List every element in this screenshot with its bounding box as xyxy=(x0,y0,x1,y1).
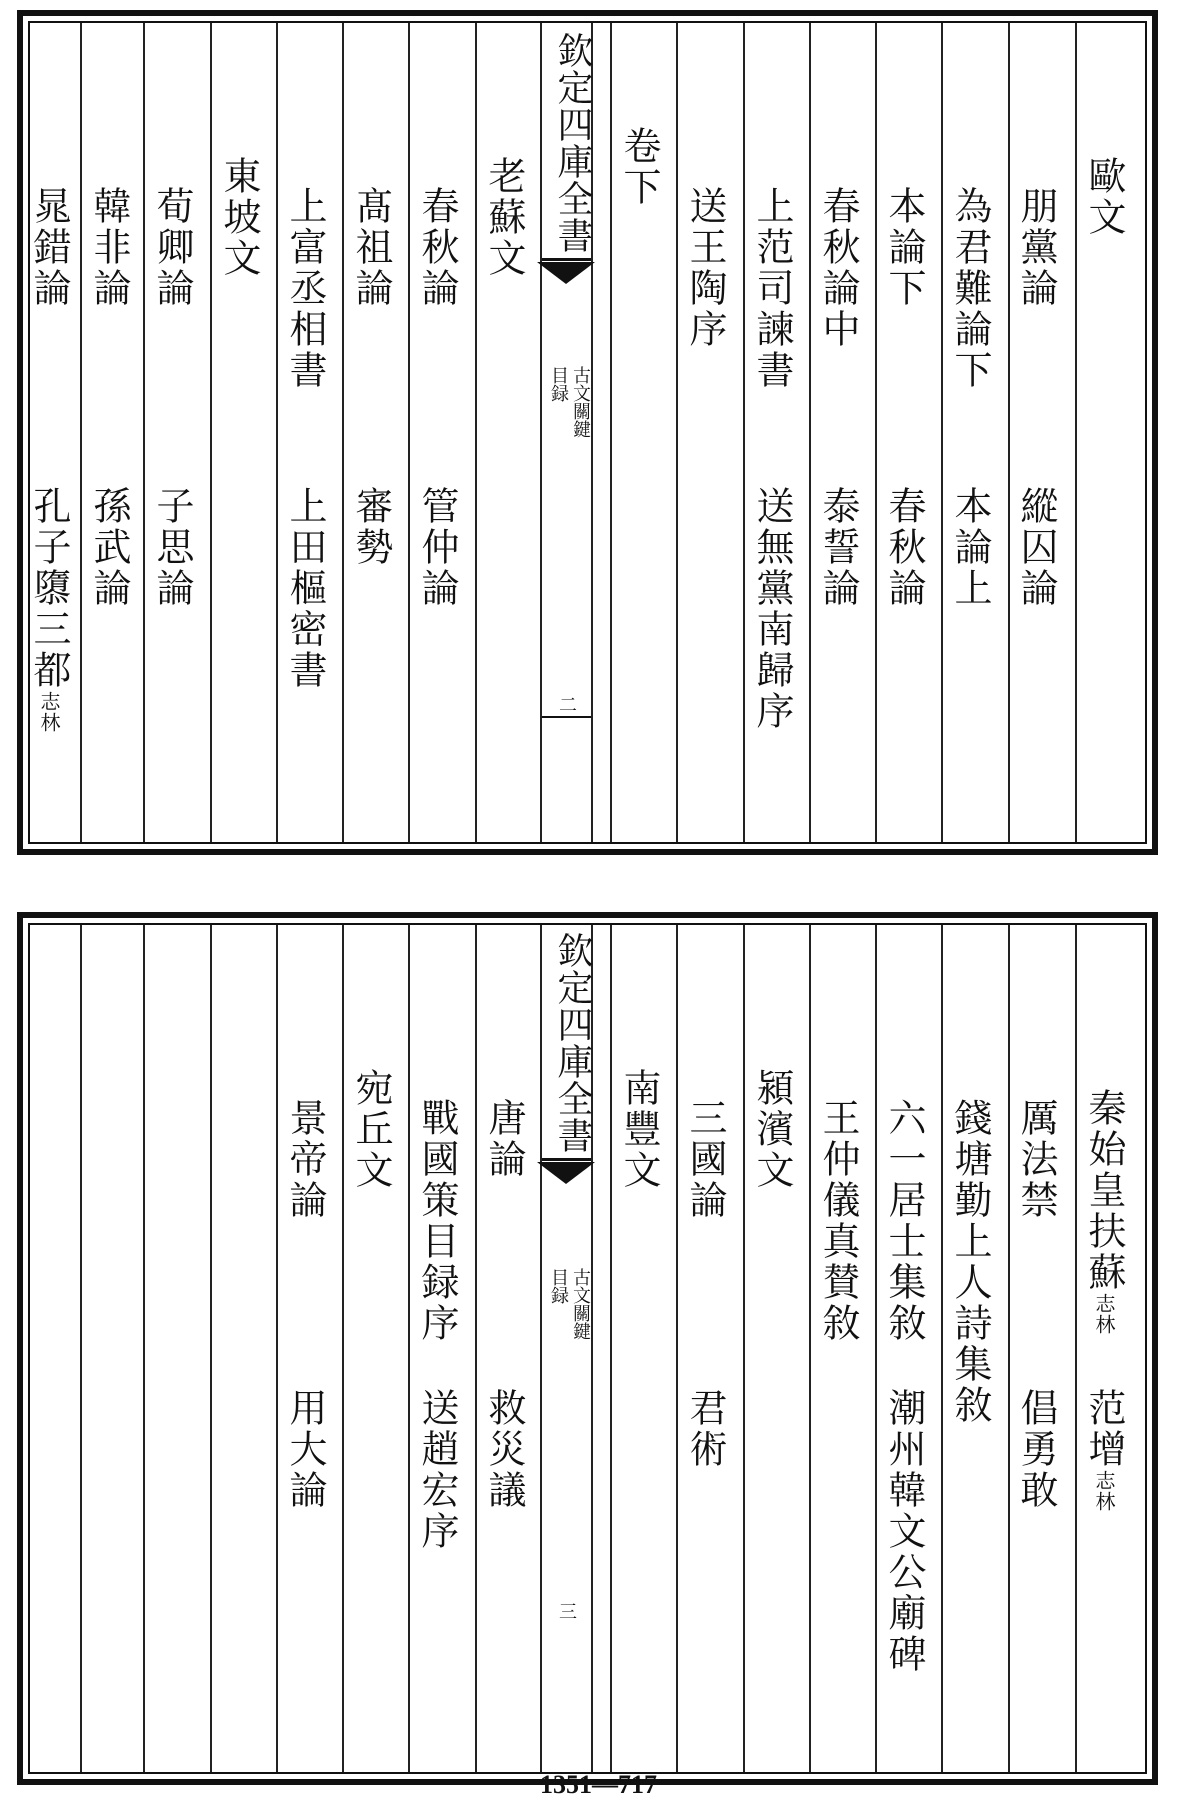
column-divider xyxy=(1008,23,1010,842)
fishtail-mark xyxy=(542,258,591,261)
column-divider xyxy=(875,925,877,1772)
toc-entry: 春秋論 xyxy=(882,486,926,609)
spine-subtitle: 目録 xyxy=(548,1268,569,1304)
toc-entry-title: 秦始皇扶蘇 xyxy=(1082,1088,1126,1293)
column-divider xyxy=(80,23,82,842)
toc-entry-title: 孔子隳三都 xyxy=(27,486,71,691)
folio-number: 二 xyxy=(559,695,577,716)
column-divider xyxy=(743,23,745,842)
column-divider xyxy=(276,925,278,1772)
column-divider xyxy=(610,23,612,842)
toc-entry: 韓非論 xyxy=(87,186,131,309)
toc-entry: 審勢 xyxy=(349,486,393,568)
column-divider xyxy=(610,925,612,1772)
column-divider xyxy=(408,23,410,842)
toc-entry-note: 志林 xyxy=(1092,1470,1116,1512)
column-divider xyxy=(676,23,678,842)
toc-heading: 宛丘文 xyxy=(349,1068,393,1191)
toc-entry: 潮州韓文公廟碑 xyxy=(882,1388,926,1675)
toc-entry: 本論下 xyxy=(882,186,926,309)
spine-title: 欽定四庫全書 xyxy=(552,32,593,254)
toc-entry: 送王陶序 xyxy=(683,186,727,350)
toc-entry: 子思論 xyxy=(150,486,194,609)
toc-entry: 厲法禁 xyxy=(1014,1098,1058,1221)
top-page-frame xyxy=(17,10,1158,855)
column-divider xyxy=(809,925,811,1772)
toc-entry: 春秋論中 xyxy=(816,186,860,350)
column-divider xyxy=(676,925,678,1772)
toc-entry xyxy=(27,486,71,733)
toc-heading: 老蘇文 xyxy=(482,156,526,279)
toc-entry-note: 志林 xyxy=(37,691,61,733)
toc-entry: 上范司諫書 xyxy=(750,186,794,391)
toc-entry: 用大論 xyxy=(283,1388,327,1511)
spine-subtitle: 古文關鍵 xyxy=(570,1268,591,1340)
toc-entry: 泰誓論 xyxy=(816,486,860,609)
column-divider xyxy=(941,925,943,1772)
column-divider xyxy=(408,925,410,1772)
toc-entry: 縱囚論 xyxy=(1014,486,1058,609)
page-number: 1351—717 xyxy=(540,1770,657,1799)
column-divider xyxy=(276,23,278,842)
toc-entry: 春秋論 xyxy=(415,186,459,309)
column-divider xyxy=(540,925,542,1772)
toc-entry: 朋黨論 xyxy=(1014,186,1058,309)
toc-entry: 本論上 xyxy=(948,486,992,609)
toc-entry: 六一居士集敘 xyxy=(882,1098,926,1344)
toc-heading: 南豐文 xyxy=(617,1068,661,1191)
toc-entry: 管仲論 xyxy=(415,486,459,609)
toc-entry: 戰國策目録序 xyxy=(415,1098,459,1344)
column-divider xyxy=(1075,925,1077,1772)
toc-entry: 上田樞密書 xyxy=(283,486,327,691)
toc-entry: 王仲儀真賛敘 xyxy=(816,1098,860,1344)
toc-entry xyxy=(1082,1088,1126,1335)
toc-entry: 唐論 xyxy=(482,1098,526,1180)
spine-subtitle: 目録 xyxy=(548,366,569,402)
toc-entry: 送無黨南歸序 xyxy=(750,486,794,732)
toc-entry: 荀卿論 xyxy=(150,186,194,309)
column-divider xyxy=(342,925,344,1772)
column-divider xyxy=(342,23,344,842)
toc-entry-note: 志林 xyxy=(1092,1293,1116,1335)
column-divider xyxy=(475,925,477,1772)
spine-rule xyxy=(542,716,591,718)
fishtail-mark xyxy=(537,262,595,284)
toc-entry: 孫武論 xyxy=(87,486,131,609)
column-divider xyxy=(210,925,212,1772)
column-divider xyxy=(143,23,145,842)
column-divider xyxy=(809,23,811,842)
volume-heading: 卷下 xyxy=(617,126,661,208)
folio-number: 三 xyxy=(559,1602,577,1623)
spine-title: 欽定四庫全書 xyxy=(552,932,593,1154)
toc-entry: 倡勇敢 xyxy=(1014,1388,1058,1511)
column-divider xyxy=(875,23,877,842)
spine-subtitle: 古文關鍵 xyxy=(570,366,591,438)
toc-heading: 東坡文 xyxy=(217,156,261,279)
toc-entry: 髙祖論 xyxy=(349,186,393,309)
toc-heading: 潁濱文 xyxy=(750,1068,794,1191)
toc-entry: 晁錯論 xyxy=(27,186,71,309)
column-divider xyxy=(540,23,542,842)
column-divider xyxy=(210,23,212,842)
toc-entry: 救災議 xyxy=(482,1388,526,1511)
toc-entry-title: 范增 xyxy=(1082,1388,1126,1470)
column-divider xyxy=(743,925,745,1772)
toc-entry: 景帝論 xyxy=(283,1098,327,1221)
column-divider xyxy=(143,925,145,1772)
fishtail-mark xyxy=(537,1162,595,1184)
toc-heading: 歐文 xyxy=(1082,156,1126,238)
column-divider xyxy=(1008,925,1010,1772)
toc-entry: 為君難論下 xyxy=(948,186,992,391)
toc-entry: 三國論 xyxy=(683,1098,727,1221)
column-divider xyxy=(475,23,477,842)
column-divider xyxy=(80,925,82,1772)
column-divider xyxy=(941,23,943,842)
toc-entry: 送趙宏序 xyxy=(415,1388,459,1552)
toc-entry: 錢塘勤上人詩集敘 xyxy=(948,1098,992,1426)
toc-entry: 君術 xyxy=(683,1388,727,1470)
fishtail-mark xyxy=(542,1158,591,1161)
toc-entry xyxy=(1082,1388,1126,1512)
column-divider xyxy=(1075,23,1077,842)
bottom-page-frame xyxy=(17,912,1158,1785)
toc-entry: 上富丞相書 xyxy=(283,186,327,391)
